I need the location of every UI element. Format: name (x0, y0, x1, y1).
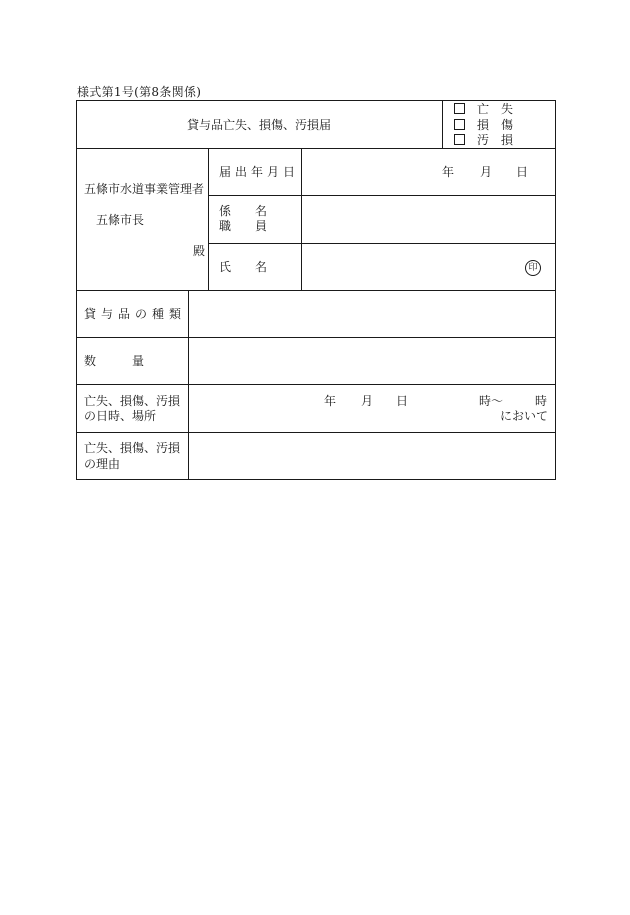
addressee-line2: 五條市長 (96, 213, 145, 227)
rule-addressee-divider (208, 148, 209, 290)
datetime-month: 月 (361, 394, 374, 408)
datetime-time-to: 時 (535, 394, 548, 408)
datetime-place-input-area[interactable] (189, 385, 555, 432)
date-label: 届出年月日 (219, 165, 300, 179)
addressee-honorific: 殿 (193, 244, 206, 258)
datetime-time-from: 時～ (479, 394, 504, 408)
quantity-input-area[interactable] (189, 338, 555, 384)
checkbox-icon[interactable] (454, 134, 465, 145)
form-title: 貸与品亡失、損傷、汚損届 (186, 118, 331, 132)
name-input-area[interactable] (302, 244, 555, 290)
datetime-place-suffix: において (500, 409, 549, 423)
position-label: 職 員 (219, 219, 268, 233)
border-bottom (76, 479, 556, 480)
item-type-input-area[interactable] (189, 291, 555, 337)
dept-position-input-area[interactable] (302, 196, 555, 243)
quantity-label: 数 量 (84, 354, 145, 368)
datetime-label-line2: の日時、場所 (84, 409, 157, 423)
item-type-label: 貸与品の種類 (84, 307, 187, 321)
checkbox-option-soiled[interactable]: 汚 損 (454, 133, 546, 147)
reason-input-area[interactable] (189, 433, 555, 479)
reason-label-line1: 亡失、損傷、汚損 (84, 441, 181, 455)
checkbox-icon[interactable] (454, 119, 465, 130)
datetime-day: 日 (396, 394, 409, 408)
border-top (76, 100, 556, 101)
rule-title-checkbox-divider (442, 100, 443, 148)
date-year: 年 (442, 165, 455, 179)
loss-damage-report-form (76, 100, 556, 480)
seal-mark-icon: 印 (525, 260, 541, 276)
date-day: 日 (516, 165, 529, 179)
datetime-year: 年 (324, 394, 337, 408)
checkbox-option-lost[interactable]: 亡 失 (454, 102, 546, 116)
date-input-area[interactable] (302, 149, 555, 195)
reason-label-line2: の理由 (84, 457, 121, 471)
addressee-line1: 五條市水道事業管理者 (84, 182, 205, 196)
checkbox-icon[interactable] (454, 103, 465, 114)
name-label: 氏 名 (219, 260, 268, 274)
form-caption: 様式第1号(第8条関係) (77, 85, 202, 99)
dept-label: 係 名 (219, 204, 268, 218)
datetime-label-line1: 亡失、損傷、汚損 (84, 394, 181, 408)
checkbox-option-damaged[interactable]: 損 傷 (454, 118, 546, 132)
date-month: 月 (480, 165, 493, 179)
